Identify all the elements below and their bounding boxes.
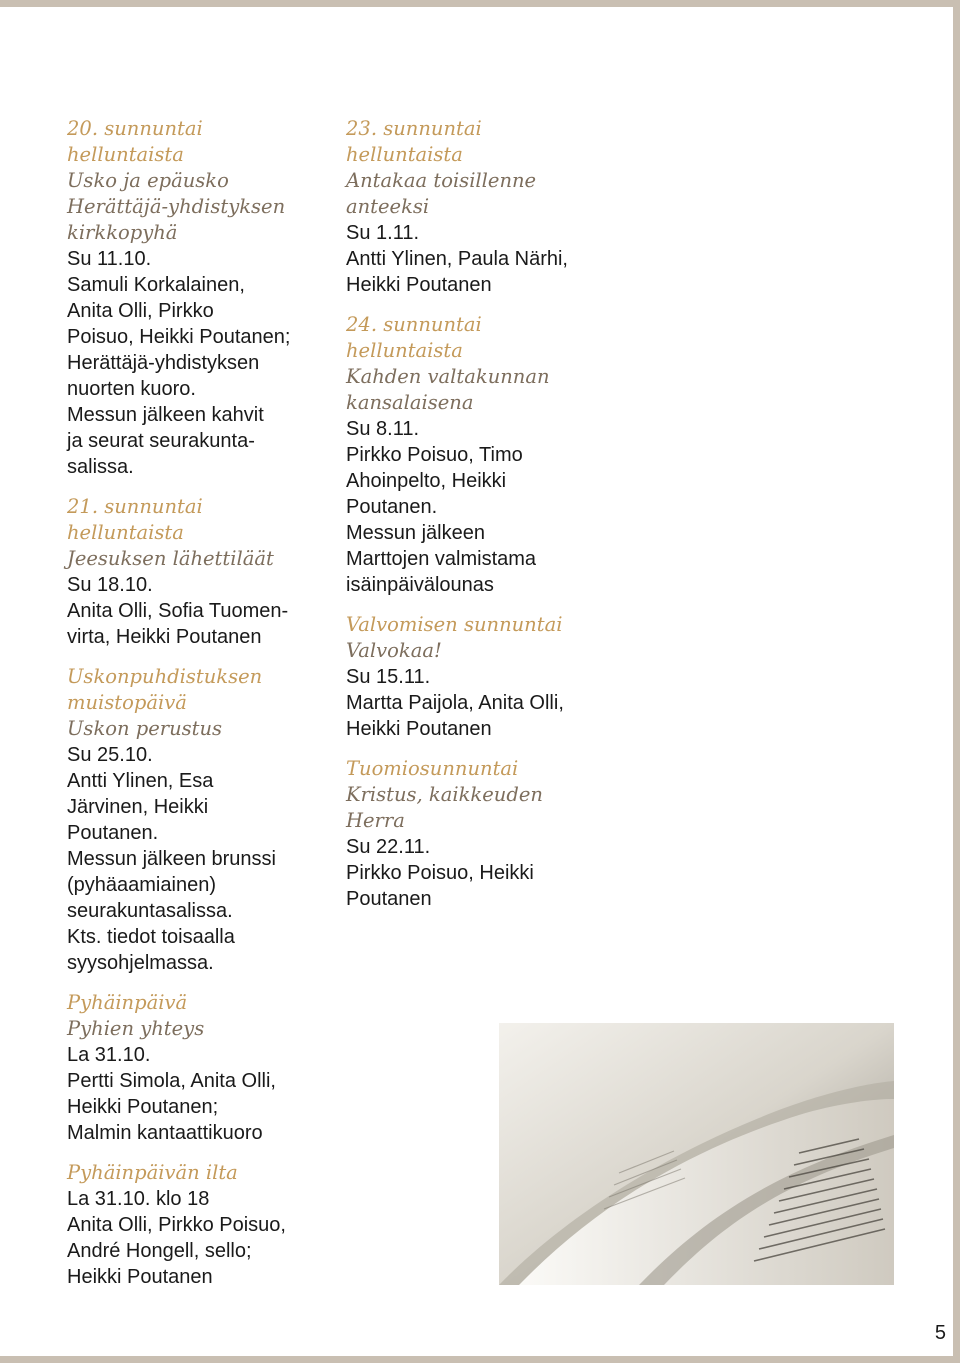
entry-body-line: syysohjelmassa.	[67, 952, 214, 974]
entry-body-line: Kts. tiedot toisaalla	[67, 926, 235, 948]
entry-body-line: isäinpäivälounas	[346, 574, 494, 596]
entry-body-line: Messun jälkeen	[346, 522, 485, 544]
entry-body-line: Poutanen	[346, 888, 432, 910]
entry-body-line: Samuli Korkalainen,	[67, 274, 245, 296]
entry-body-line: Su 22.11.	[346, 836, 431, 858]
entry-body-line: Poutanen.	[346, 496, 438, 518]
entry-heading-line: Pyhäinpäivä	[67, 991, 188, 1014]
entry-heading-line: 24. sunnuntai	[346, 313, 482, 336]
entry-body-line: La 31.10. klo 18	[67, 1188, 210, 1210]
entry-body-line: Herättäjä-yhdistyksen	[67, 352, 260, 374]
entry-body-line: Poisuo, Heikki Poutanen;	[67, 326, 291, 348]
entry-body-line: Su 8.11.	[346, 418, 420, 440]
entry-body-line: Antti Ylinen, Esa	[67, 770, 214, 792]
entry-body-line: Messun jälkeen brunssi	[67, 848, 276, 870]
service-entry	[67, 494, 337, 650]
service-entry	[67, 1160, 337, 1290]
entry-body-line: Pirkko Poisuo, Heikki	[346, 862, 534, 884]
entry-body-line: Malmin kantaattikuoro	[67, 1122, 263, 1144]
service-entry	[67, 116, 337, 480]
page-border-right	[953, 0, 960, 1363]
entry-heading-line: muistopäivä	[67, 691, 187, 714]
entry-body-line: Martta Paijola, Anita Olli,	[346, 692, 564, 714]
entry-subtitle-line: Uskon perustus	[67, 717, 223, 740]
entry-body-line: Su 11.10.	[67, 248, 152, 270]
entry-subtitle-line: kirkkopyhä	[67, 221, 178, 244]
entry-subtitle-line: Kristus, kaikkeuden	[346, 783, 543, 806]
entry-subtitle-line: kansalaisena	[346, 391, 474, 414]
entry-body-line: Pirkko Poisuo, Timo	[346, 444, 523, 466]
open-book-photo	[499, 1023, 894, 1285]
entry-heading-line: Valvomisen sunnuntai	[346, 613, 563, 636]
entry-heading-line: Pyhäinpäivän ilta	[67, 1161, 238, 1184]
entry-body-line: André Hongell, sello;	[67, 1240, 252, 1262]
entry-heading-line: helluntaista	[346, 339, 463, 362]
entry-body-line: nuorten kuoro.	[67, 378, 196, 400]
entry-body-line: salissa.	[67, 456, 134, 478]
entry-heading-line: helluntaista	[67, 143, 184, 166]
entry-body-line: Messun jälkeen kahvit	[67, 404, 264, 426]
page-border-bottom	[0, 1356, 960, 1363]
entry-body-line: ja seurat seurakunta-	[67, 430, 255, 452]
entry-body-line: Su 18.10.	[67, 574, 153, 596]
entry-subtitle-line: Valvokaa!	[346, 639, 442, 662]
entry-body-line: Ahoinpelto, Heikki	[346, 470, 507, 492]
entry-body-line: Su 15.11.	[346, 666, 431, 688]
page-number: 5	[934, 1322, 946, 1344]
entry-subtitle-line: Jeesuksen lähettiläät	[67, 547, 274, 570]
service-entry	[346, 312, 636, 598]
service-entry	[67, 990, 337, 1146]
entry-body-line: Heikki Poutanen	[67, 1266, 213, 1288]
entry-body-line: Pertti Simola, Anita Olli,	[67, 1070, 276, 1092]
entry-body-line: Anita Olli, Pirkko	[67, 300, 214, 322]
entry-body-line: Anita Olli, Pirkko Poisuo,	[67, 1214, 286, 1236]
entry-subtitle-line: anteeksi	[346, 195, 430, 218]
service-entry	[67, 664, 337, 976]
entry-heading-line: Tuomiosunnuntai	[346, 757, 519, 780]
service-entry	[346, 612, 636, 742]
entry-heading-line: helluntaista	[346, 143, 463, 166]
entry-body-line: Su 25.10.	[67, 744, 153, 766]
entry-subtitle-line: Kahden valtakunnan	[346, 365, 550, 388]
entry-heading-line: Uskonpuhdistuksen	[67, 665, 263, 688]
entry-body-line: Poutanen.	[67, 822, 159, 844]
entry-heading-line: 20. sunnuntai	[67, 117, 203, 140]
entry-body-line: (pyhäaamiainen)	[67, 874, 216, 896]
entry-subtitle-line: Antakaa toisillenne	[346, 169, 537, 192]
entry-body-line: Heikki Poutanen;	[67, 1096, 219, 1118]
entry-body-line: virta, Heikki Poutanen	[67, 626, 262, 648]
entry-heading-line: helluntaista	[67, 521, 184, 544]
left-column	[67, 116, 337, 1304]
entry-subtitle-line: Herättäjä-yhdistyksen	[67, 195, 286, 218]
entry-body-line: Heikki Poutanen	[346, 274, 492, 296]
page-border-top	[0, 0, 960, 7]
entry-body-line: La 31.10.	[67, 1044, 151, 1066]
entry-subtitle-line: Herra	[346, 809, 405, 832]
entry-body-line: Heikki Poutanen	[346, 718, 492, 740]
entry-body-line: Järvinen, Heikki	[67, 796, 209, 818]
right-column	[346, 116, 636, 926]
entry-subtitle-line: Usko ja epäusko	[67, 169, 229, 192]
service-entry	[346, 116, 636, 298]
entry-body-line: seurakuntasalissa.	[67, 900, 233, 922]
service-entry	[346, 756, 636, 912]
entry-subtitle-line: Pyhien yhteys	[67, 1017, 205, 1040]
entry-body-line: Antti Ylinen, Paula Närhi,	[346, 248, 568, 270]
entry-heading-line: 21. sunnuntai	[67, 495, 203, 518]
entry-heading-line: 23. sunnuntai	[346, 117, 482, 140]
entry-body-line: Su 1.11.	[346, 222, 420, 244]
entry-body-line: Marttojen valmistama	[346, 548, 537, 570]
entry-body-line: Anita Olli, Sofia Tuomen-	[67, 600, 289, 622]
